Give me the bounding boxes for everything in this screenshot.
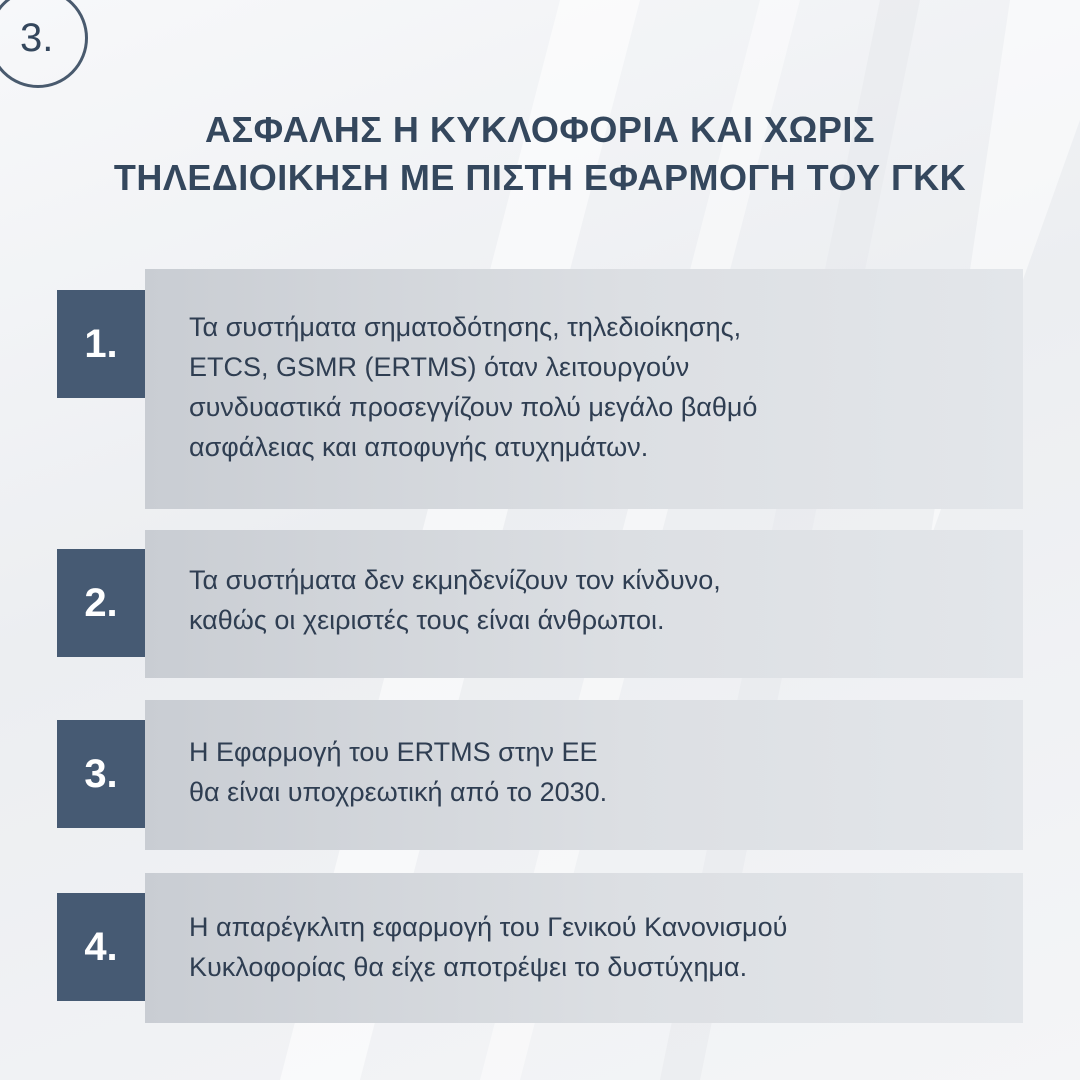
item-number-badge: 3. xyxy=(57,720,145,828)
list-item xyxy=(145,530,1023,678)
list-item xyxy=(145,873,1023,1023)
title-line-1: ΑΣΦΑΛΗΣ Η ΚΥΚΛΟΦΟΡΙΑ ΚΑΙ ΧΩΡΙΣ xyxy=(205,109,875,150)
item-text: Η Εφαρμογή του ERTMS στην ΕΕ θα είναι υποχρεωτική από το 2030. xyxy=(189,737,608,807)
item-text: Τα συστήματα σηματοδότησης, τηλεδιοίκησης, ETCS, GSMR (ERTMS) όταν λειτουργούν συνδυαστικά προσεγγίζουν πολύ μεγάλο βαθμό ασφάλειας και αποφυγής ατυχημάτων. xyxy=(189,312,758,462)
page-number: 3. xyxy=(20,16,54,60)
item-text: Η απαρέγκλιτη εφαρμογή του Γενικού Κανονισμού Κυκλοφορίας θα είχε αποτρέψει το δυστύχημα. xyxy=(189,912,788,982)
item-text: Τα συστήματα δεν εκμηδενίζουν τον κίνδυνο, καθώς οι χειριστές τους είναι άνθρωποι. xyxy=(189,565,721,635)
title-line-2: ΤΗΛΕΔΙΟΙΚΗΣΗ ΜΕ ΠΙΣΤΗ ΕΦΑΡΜΟΓΗ ΤΟΥ ΓΚΚ xyxy=(113,157,967,198)
list-item xyxy=(145,700,1023,850)
item-number-badge: 2. xyxy=(57,549,145,657)
page-title xyxy=(20,106,1060,202)
list-item xyxy=(145,269,1023,509)
item-number-badge: 4. xyxy=(57,893,145,1001)
item-number-badge: 1. xyxy=(57,290,145,398)
